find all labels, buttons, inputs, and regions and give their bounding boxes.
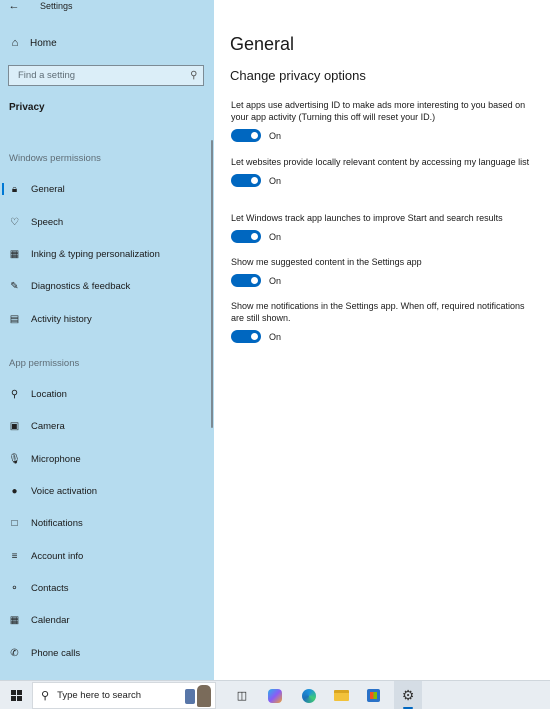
store-button[interactable] (363, 681, 383, 709)
account-info-icon: ≡ (11, 550, 18, 562)
sidebar-item-label: Location (31, 388, 67, 400)
sidebar-item-label: Activity history (31, 313, 92, 325)
setting-app-launches (231, 212, 536, 243)
folder-icon (334, 690, 349, 701)
setting-notifications (231, 300, 536, 343)
calendar-icon: ▦ (9, 614, 20, 626)
voice-icon: ● (11, 485, 18, 497)
sidebar-item-inking[interactable] (0, 243, 210, 265)
windows-permissions-header: Windows permissions (9, 153, 101, 164)
inking-icon: ▦ (9, 248, 20, 260)
sidebar-item-label: Diagnostics & feedback (31, 280, 131, 292)
find-setting-placeholder: Find a setting (18, 70, 76, 81)
back-arrow-icon[interactable]: ← (8, 0, 20, 12)
page-title: General (230, 34, 295, 54)
toggle-state-label: On (269, 175, 282, 186)
edge-button[interactable] (299, 681, 319, 709)
search-highlight-image (197, 685, 211, 707)
sidebar-item-account-info[interactable] (0, 545, 210, 567)
sidebar-scrollbar[interactable] (211, 140, 213, 428)
settings-sidebar (0, 0, 214, 680)
sidebar-item-label: Contacts (31, 582, 69, 594)
app-launches-toggle[interactable] (231, 230, 261, 243)
setting-suggested-content (231, 256, 536, 287)
phone-icon: ✆ (10, 647, 19, 659)
sidebar-item-label: Phone calls (31, 647, 81, 659)
sidebar-item-label: Camera (31, 420, 65, 432)
sidebar-item-diagnostics[interactable] (0, 275, 210, 297)
taskbar (0, 680, 550, 709)
feedback-icon: ✎ (10, 280, 19, 292)
sidebar-item-phone-calls[interactable] (0, 642, 210, 664)
setting-description: Let apps use advertising ID to make ads more interesting to you based on your app activity (Turning this off will reset your ID.) (231, 100, 526, 122)
sidebar-item-label: Account info (31, 550, 84, 562)
app-permissions-header: App permissions (9, 358, 80, 369)
toggle-knob (251, 333, 258, 340)
file-explorer-button[interactable] (331, 681, 351, 709)
setting-description: Let websites provide locally relevant content by accessing my language list (231, 157, 530, 167)
sidebar-item-calendar[interactable] (0, 609, 210, 631)
gear-icon: ⚙ (401, 687, 415, 703)
camera-icon: ▣ (9, 420, 20, 432)
toggle-state-label: On (269, 231, 282, 242)
settings-content (214, 0, 550, 680)
sidebar-item-general[interactable] (0, 178, 210, 200)
sidebar-item-contacts[interactable] (0, 577, 210, 599)
sidebar-item-label: Voice activation (31, 485, 98, 497)
home-label: Home (30, 37, 57, 49)
speech-icon: ♡ (10, 216, 19, 228)
store-icon (367, 689, 380, 702)
sidebar-item-notifications[interactable] (0, 512, 210, 534)
edge-icon (302, 689, 316, 703)
sidebar-item-voice-activation[interactable] (0, 480, 210, 502)
search-icon[interactable]: ⚲ (189, 70, 197, 81)
timeline-icon: ▤ (9, 313, 20, 325)
settings-notifications-toggle[interactable] (231, 330, 261, 343)
settings-taskbar-button[interactable] (394, 681, 422, 709)
sidebar-item-label: Speech (31, 216, 64, 228)
toggle-knob (251, 277, 258, 284)
copilot-button[interactable] (265, 681, 285, 709)
contacts-icon: ⚬ (10, 582, 19, 594)
home-link[interactable] (9, 37, 57, 49)
microphone-icon: 🎙︎ (8, 453, 21, 465)
notifications-icon: □ (11, 517, 18, 529)
suggested-content-toggle[interactable] (231, 274, 261, 287)
sidebar-item-activity-history[interactable] (0, 308, 210, 330)
sidebar-item-label: Notifications (31, 517, 83, 529)
advertising-id-toggle[interactable] (231, 129, 261, 142)
sidebar-item-label: General (31, 183, 65, 195)
taskbar-search-box[interactable] (32, 682, 216, 709)
toggle-state-label: On (269, 275, 282, 286)
home-icon: ⌂ (11, 37, 19, 49)
window-title: Settings (40, 1, 73, 11)
sidebar-item-camera[interactable] (0, 415, 210, 437)
sidebar-item-speech[interactable] (0, 211, 210, 233)
title-bar (0, 0, 214, 16)
setting-language-list (231, 156, 536, 187)
toggle-state-label: On (269, 130, 282, 141)
toggle-knob (251, 132, 258, 139)
setting-description: Show me suggested content in the Settings app (231, 257, 422, 267)
sidebar-item-label: Calendar (31, 614, 70, 626)
language-list-toggle[interactable] (231, 174, 261, 187)
sidebar-item-microphone[interactable] (0, 448, 210, 470)
setting-description: Show me notifications in the Settings app. When off, required notifications are still shown. (231, 301, 525, 323)
windows-logo-icon (11, 690, 22, 701)
toggle-state-label: On (269, 331, 282, 342)
sidebar-item-location[interactable] (0, 383, 210, 405)
search-icon: ⚲ (41, 690, 50, 702)
task-view-icon[interactable]: ◫ (236, 690, 248, 702)
search-highlight-icon (185, 689, 195, 704)
start-button[interactable] (2, 681, 30, 709)
sidebar-item-label: Microphone (31, 453, 81, 465)
sidebar-item-label: Inking & typing personalization (31, 248, 160, 260)
section-heading: Change privacy options (230, 68, 366, 83)
setting-advertising-id (231, 99, 536, 142)
location-icon: ⚲ (10, 388, 19, 400)
copilot-icon (268, 689, 282, 703)
toggle-knob (251, 177, 258, 184)
lock-icon: 🔒︎ (11, 183, 18, 195)
setting-description: Let Windows track app launches to improve Start and search results (231, 213, 503, 223)
category-heading: Privacy (9, 102, 45, 113)
toggle-knob (251, 233, 258, 240)
taskbar-search-placeholder: Type here to search (57, 690, 142, 701)
find-setting-input[interactable] (8, 65, 204, 86)
